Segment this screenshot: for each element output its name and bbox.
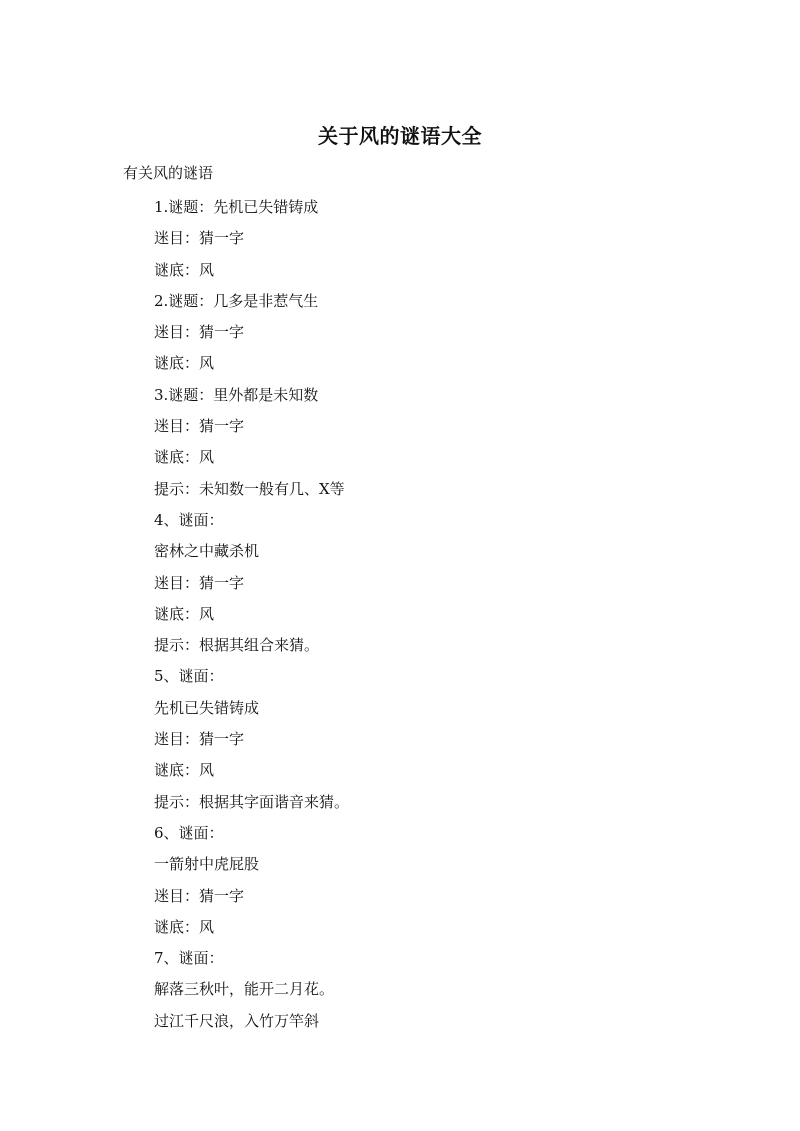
text-line: 谜底：风 xyxy=(154,761,215,780)
text-line: 迷目：猜一字 xyxy=(154,417,245,436)
text-line: 谜底：风 xyxy=(154,448,215,467)
text-line: 谜底：风 xyxy=(154,260,215,279)
text-line: 6、谜面： xyxy=(154,823,224,842)
text-line: 提示：根据其组合来猜。 xyxy=(154,636,320,655)
text-line: 迷目：猜一字 xyxy=(154,730,245,749)
intro-heading: 有关风的谜语 xyxy=(123,164,214,182)
text-line: 3.谜题：里外都是未知数 xyxy=(154,385,319,404)
text-line: 迷目：猜一字 xyxy=(154,886,245,905)
riddle-list xyxy=(154,192,349,1037)
text-line: 迷目：猜一字 xyxy=(154,229,245,248)
text-line: 1.谜题：先机已失错铸成 xyxy=(154,198,319,216)
text-line: 提示：根据其字面谐音来猜。 xyxy=(154,792,350,811)
text-line: 密林之中藏杀机 xyxy=(154,542,260,561)
text-line: 谜底：风 xyxy=(154,604,215,623)
text-line: 提示：未知数一般有几、X等 xyxy=(154,479,345,498)
text-line: 一箭射中虎屁股 xyxy=(154,855,260,874)
text-line: 过江千尺浪，入竹万竿斜 xyxy=(154,1011,320,1030)
text-line: 先机已失错铸成 xyxy=(154,698,260,717)
text-line: 谜底：风 xyxy=(154,354,215,373)
text-line: 解落三秋叶，能开二月花。 xyxy=(154,980,335,999)
text-line: 谜底：风 xyxy=(154,917,215,936)
text-line: 迷目：猜一字 xyxy=(154,323,245,342)
text-line: 7、谜面： xyxy=(154,949,224,968)
document-title: 关于风的谜语大全 xyxy=(318,124,482,148)
text-line: 迷目：猜一字 xyxy=(154,573,245,592)
text-line: 2.谜题：几多是非惹气生 xyxy=(154,291,319,310)
text-line: 4、谜面： xyxy=(154,510,224,529)
text-line: 5、谜面： xyxy=(154,667,224,686)
